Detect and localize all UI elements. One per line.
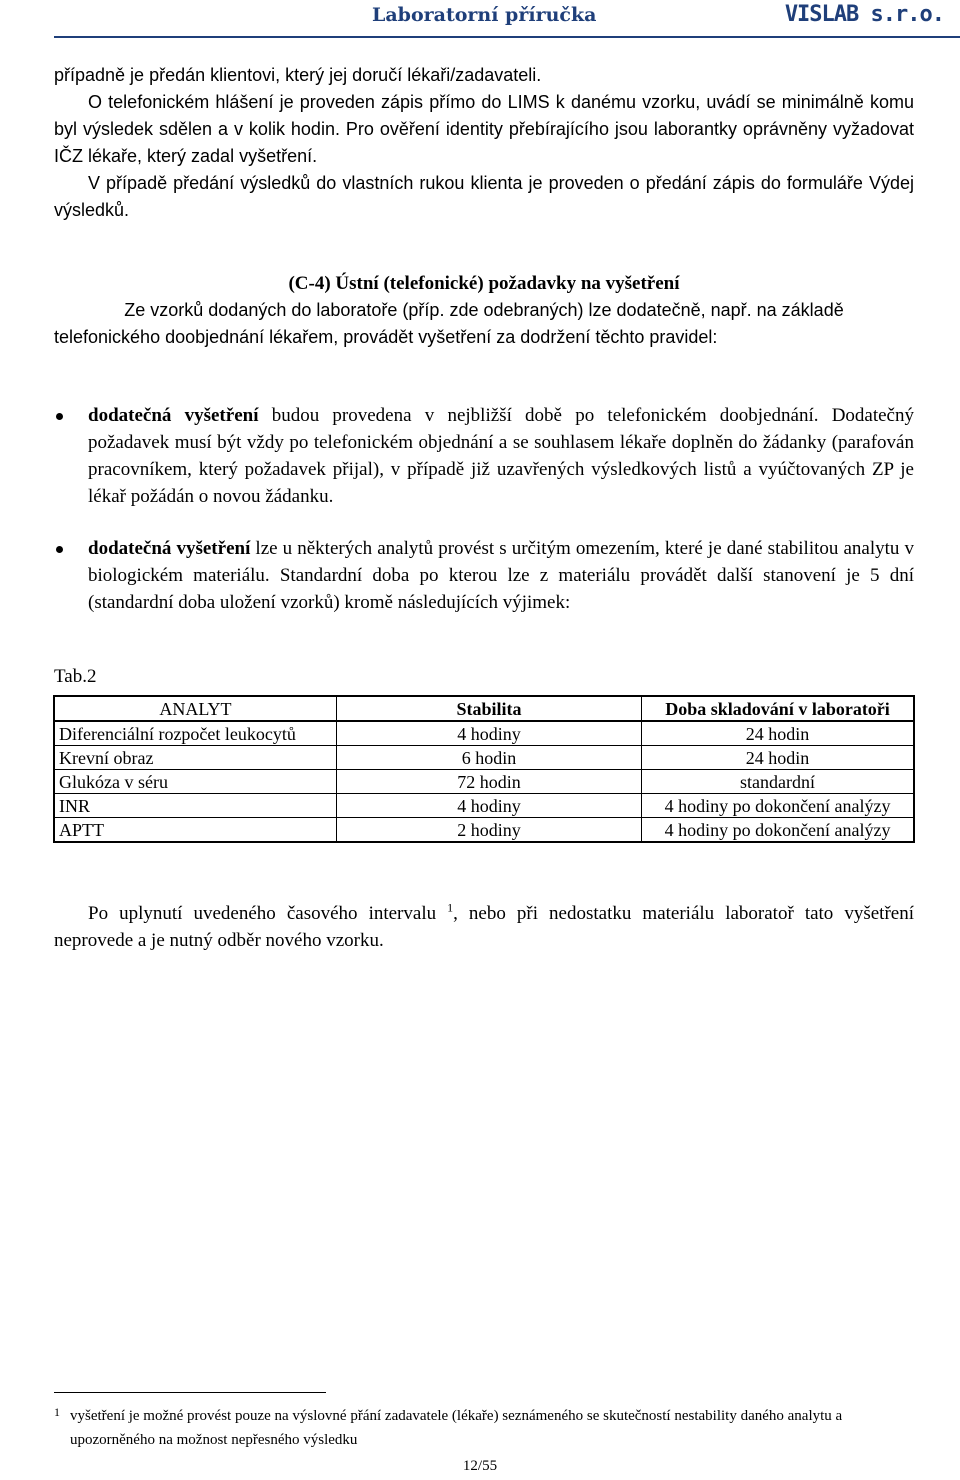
- footnote-divider: [54, 1392, 326, 1393]
- section-heading: (C-4) Ústní (telefonické) požadavky na vyšetření: [288, 273, 680, 294]
- rule-item: [54, 402, 914, 510]
- page-header: [0, 0, 960, 40]
- bullet-icon: [56, 413, 63, 420]
- table-row: [54, 721, 914, 746]
- rules-list-2: [54, 535, 914, 616]
- rule-item-text: budou provedena v nejbližší době po telefonickém doobjednání. Dodatečný požadavek musí být vždy po telefonickém objednání a se souhlasem lékaře doplněn do žádanky (parafován pracovníkem, který požadavek přijal), v případě již uzavřených výsledkových listů a vyúčtovaných ZP je lékař požádán o novou žádanku.: [88, 405, 914, 507]
- table-row: [54, 770, 914, 794]
- closing-text-after: , nebo při nedostatku materiálu laboratoř tato vyšetření neprovede a je nutný odběr nového vzorku.: [54, 903, 914, 951]
- rule-item: [54, 535, 914, 616]
- rule-item-bold: dodatečná vyšetření: [88, 405, 259, 426]
- intro-paragraph-lims: O telefonickém hlášení je proveden zápis přímo do LIMS k danému vzorku, uvádí se minimálně komu byl výsledek sdělen a v kolik hodin. Pro ověření identity přebírajícího jsou laborantky oprávněny vyžadovat IČZ lékaře, který zadal vyšetření.: [54, 92, 914, 166]
- section-intro-line1: Ze vzorků dodaných do laboratoře (příp. zde odebraných) lze dodatečně, např. na základě: [124, 300, 844, 320]
- table-header-stability: Stabilita: [336, 696, 641, 721]
- section-intro-line2: telefonického doobjednání lékařem, provádět vyšetření za dodržení těchto pravidel:: [54, 327, 718, 347]
- company-logo: VISLAB s.r.o.: [784, 2, 944, 27]
- cell-storage: 4 hodiny po dokončení analýzy: [642, 818, 914, 843]
- cell-storage: 24 hodin: [642, 746, 914, 770]
- stability-table: [53, 695, 915, 843]
- rule-item-text: lze u některých analytů provést s určitým omezením, které je dané stabilitou analytu v biologickém materiálu. Standardní doba po kterou lze z materiálu provádět další stanovení je 5 dní (standardní doba uložení vzorků) kromě následujících výjimek:: [88, 538, 914, 613]
- cell-stability: 2 hodiny: [336, 818, 641, 843]
- cell-stability: 4 hodiny: [336, 721, 641, 746]
- rules-list: [54, 402, 914, 510]
- footnote-text: vyšetření je možné provést pouze na výslovné přání zadavatele (lékaře) seznámeného se skutečností nestability daného analytu a upozorněného na možnost nepřesného výsledku: [70, 1408, 843, 1448]
- closing-text-before: Po uplynutí uvedeného časového intervalu: [88, 903, 448, 924]
- footnote-number: 1: [54, 1405, 60, 1419]
- cell-stability: 72 hodin: [336, 770, 641, 794]
- table-row: [54, 818, 914, 843]
- cell-storage: 24 hodin: [642, 721, 914, 746]
- closing-paragraph: [54, 900, 914, 954]
- bullet-icon: [56, 546, 63, 553]
- cell-analyte: Diferenciální rozpočet leukocytů: [54, 721, 336, 746]
- intro-paragraph-handover: V případě předání výsledků do vlastních rukou klienta je proveden o předání zápis do formuláře Výdej výsledků.: [54, 173, 914, 220]
- cell-analyte: INR: [54, 794, 336, 818]
- cell-stability: 4 hodiny: [336, 794, 641, 818]
- footnote: [54, 1404, 924, 1452]
- table-header-row: [54, 696, 914, 721]
- table-row: [54, 794, 914, 818]
- cell-analyte: Glukóza v séru: [54, 770, 336, 794]
- cell-storage: 4 hodiny po dokončení analýzy: [642, 794, 914, 818]
- cell-storage: standardní: [642, 770, 914, 794]
- header-divider: [54, 36, 960, 38]
- cell-analyte: Krevní obraz: [54, 746, 336, 770]
- rule-item-bold: dodatečná vyšetření: [88, 538, 251, 559]
- footnote-ref[interactable]: 1: [447, 900, 454, 915]
- header-title: Laboratorní příručka: [372, 4, 597, 26]
- table-row: [54, 746, 914, 770]
- cell-analyte: APTT: [54, 818, 336, 843]
- intro-line: případně je předán klientovi, který jej doručí lékaři/zadavateli.: [54, 65, 542, 85]
- table-header-storage: Doba skladování v laboratoři: [642, 696, 914, 721]
- table-label: Tab.2: [54, 666, 97, 687]
- cell-stability: 6 hodin: [336, 746, 641, 770]
- page-number: 12/55: [462, 1458, 498, 1474]
- table-header-analyte: ANALYT: [54, 696, 336, 721]
